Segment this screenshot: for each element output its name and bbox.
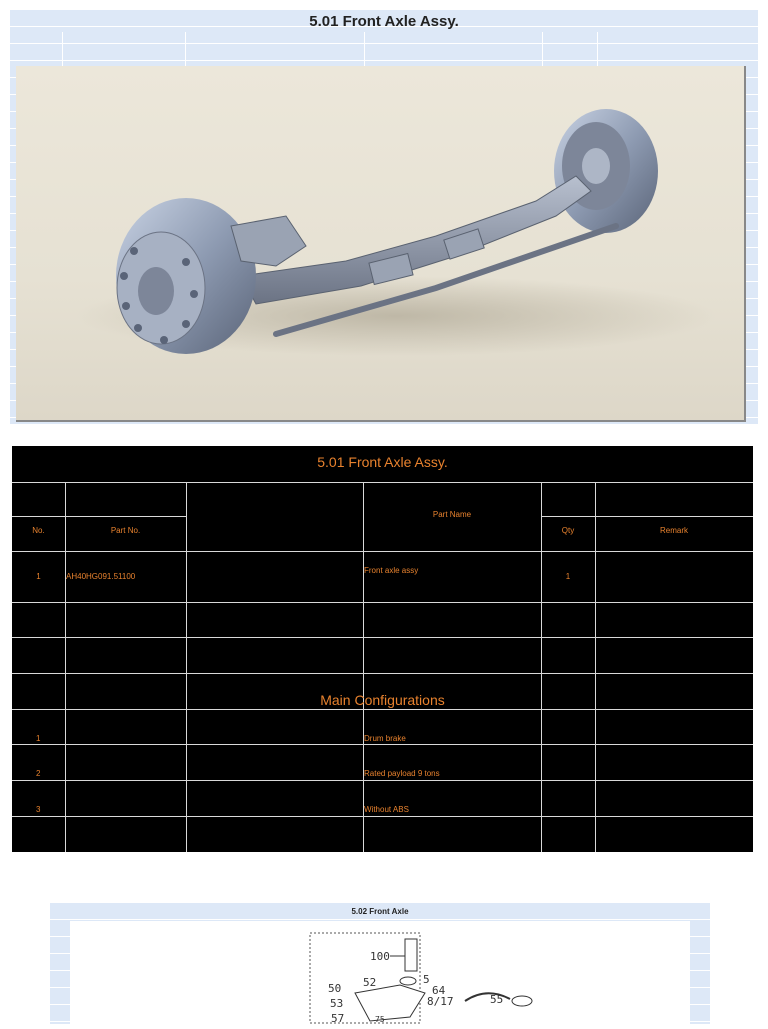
table-line bbox=[12, 551, 753, 552]
config-text: Drum brake bbox=[364, 734, 406, 743]
header-part-name: Part Name bbox=[432, 510, 472, 519]
table-line bbox=[12, 816, 753, 817]
config-no: 1 bbox=[36, 734, 41, 743]
table-line bbox=[65, 709, 66, 852]
table-line bbox=[12, 482, 753, 483]
sheet-title: 5.01 Front Axle Assy. bbox=[309, 13, 459, 30]
exploded-drawing bbox=[70, 921, 690, 1024]
callout-label: 75 bbox=[375, 1015, 385, 1024]
callout-label: 50 bbox=[328, 982, 342, 995]
callout-label: 53 bbox=[330, 997, 344, 1010]
table-line bbox=[595, 709, 596, 852]
config-text: Rated payload 9 tons bbox=[364, 769, 440, 778]
table-line bbox=[595, 482, 596, 709]
exploded-drawing-icon bbox=[70, 921, 690, 1024]
callout-label: 55 bbox=[490, 993, 504, 1006]
header-qty: Qty bbox=[561, 526, 575, 535]
table-line bbox=[541, 516, 753, 517]
callout-label: 100 bbox=[370, 950, 390, 963]
grid-line bbox=[597, 32, 598, 66]
top-sheet bbox=[10, 10, 758, 424]
table-line bbox=[12, 744, 753, 745]
front-axle-photo bbox=[16, 66, 746, 422]
row-qty: 1 bbox=[565, 572, 571, 581]
table-line bbox=[363, 709, 364, 852]
row-no: 1 bbox=[36, 572, 41, 581]
header-part-no: Part No. bbox=[110, 526, 141, 535]
parts-table bbox=[12, 446, 753, 852]
row-part-no: AH40HG091.51100 bbox=[66, 572, 136, 581]
config-text: Without ABS bbox=[364, 805, 409, 814]
callout-label: 52 bbox=[363, 976, 377, 989]
header-remark: Remark bbox=[659, 526, 688, 535]
front-axle-drawing-sheet bbox=[50, 903, 710, 1024]
header-no: No. bbox=[32, 526, 45, 535]
row-part-name: Front axle assy bbox=[364, 566, 419, 575]
table-line bbox=[12, 673, 753, 674]
grid-line bbox=[364, 32, 365, 66]
table-line bbox=[541, 482, 542, 709]
callout-label: 57 bbox=[331, 1012, 345, 1024]
callout-label: 8/17 bbox=[427, 995, 454, 1008]
drawing-sheet-title: 5.02 Front Axle bbox=[351, 907, 409, 916]
grid-line bbox=[185, 32, 186, 66]
table-line bbox=[65, 482, 66, 709]
table-line bbox=[12, 780, 753, 781]
config-no: 3 bbox=[36, 805, 41, 814]
table-line bbox=[12, 602, 753, 603]
callout-label: 5 bbox=[423, 973, 430, 986]
grid-line bbox=[62, 32, 63, 66]
table-line bbox=[12, 516, 186, 517]
table-line bbox=[186, 709, 187, 852]
main-configurations-title: Main Configurations bbox=[320, 692, 445, 708]
table-line bbox=[541, 709, 542, 852]
table-line bbox=[12, 637, 753, 638]
grid-line bbox=[542, 32, 543, 66]
callout-label: 64 bbox=[432, 984, 446, 997]
table-line bbox=[186, 482, 187, 709]
config-no: 2 bbox=[36, 769, 41, 778]
front-axle-photo-icon bbox=[16, 66, 744, 420]
parts-table-title: 5.01 Front Axle Assy. bbox=[317, 454, 448, 470]
